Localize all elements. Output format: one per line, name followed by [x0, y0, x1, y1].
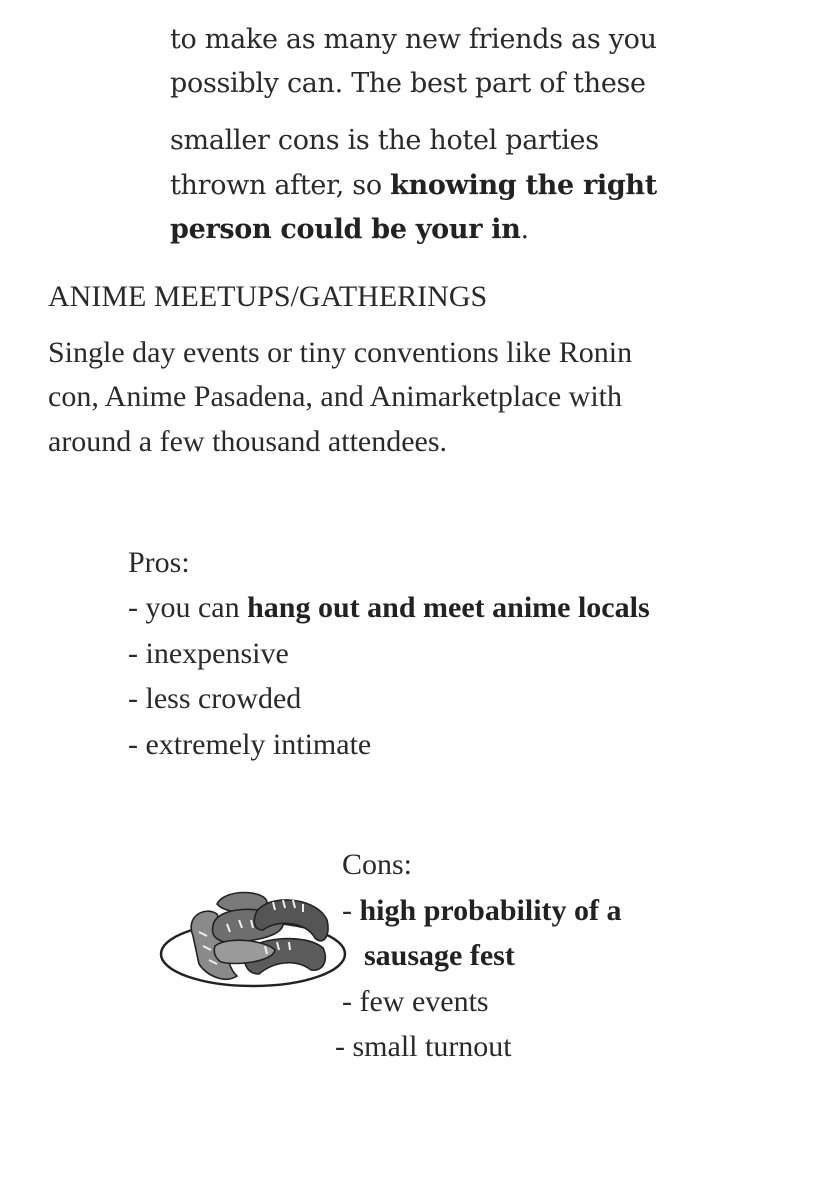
cons-item-text: - [342, 894, 360, 927]
pros-item: - extremely intimate [128, 728, 372, 761]
intro-line-3: smaller cons is the hotel parties [170, 125, 599, 156]
intro-line-5 [170, 216, 529, 243]
description-line-3: around a few thousand attendees. [48, 425, 448, 458]
plate-of-sausages-icon [155, 876, 355, 991]
intro-emphasis: knowing the right [390, 170, 657, 201]
intro-line-1: to make as many new friends as you [170, 24, 657, 55]
pros-item-emphasis: hang out and meet anime locals [247, 591, 650, 624]
cons-item: - small turnout [335, 1030, 512, 1063]
pros-label: Pros: [128, 546, 190, 579]
cons-item-emphasis: high probability of a [359, 894, 622, 927]
cons-item: - few events [342, 985, 489, 1018]
pros-item: - inexpensive [128, 637, 289, 670]
description-line-2: con, Anime Pasadena, and Animarketplace with [48, 380, 622, 413]
description-line-1: Single day events or tiny conventions like Ronin [48, 336, 633, 369]
cons-label: Cons: [342, 848, 413, 881]
section-heading: ANIME MEETUPS/GATHERINGS [48, 280, 488, 313]
pros-item-text: - you can [128, 591, 248, 624]
cons-item-emphasis-continued: sausage fest [364, 939, 515, 972]
intro-line-2: possibly can. The best part of these [170, 68, 646, 99]
intro-line-5-period: . [520, 214, 529, 245]
intro-emphasis-continued: person could be your in [170, 214, 521, 245]
cons-item [342, 896, 622, 926]
pros-item [128, 593, 650, 623]
intro-line-4-text: thrown after, so [170, 170, 391, 201]
intro-line-4 [170, 172, 657, 199]
pros-item: - less crowded [128, 682, 302, 715]
cons-item-continued [364, 941, 515, 971]
